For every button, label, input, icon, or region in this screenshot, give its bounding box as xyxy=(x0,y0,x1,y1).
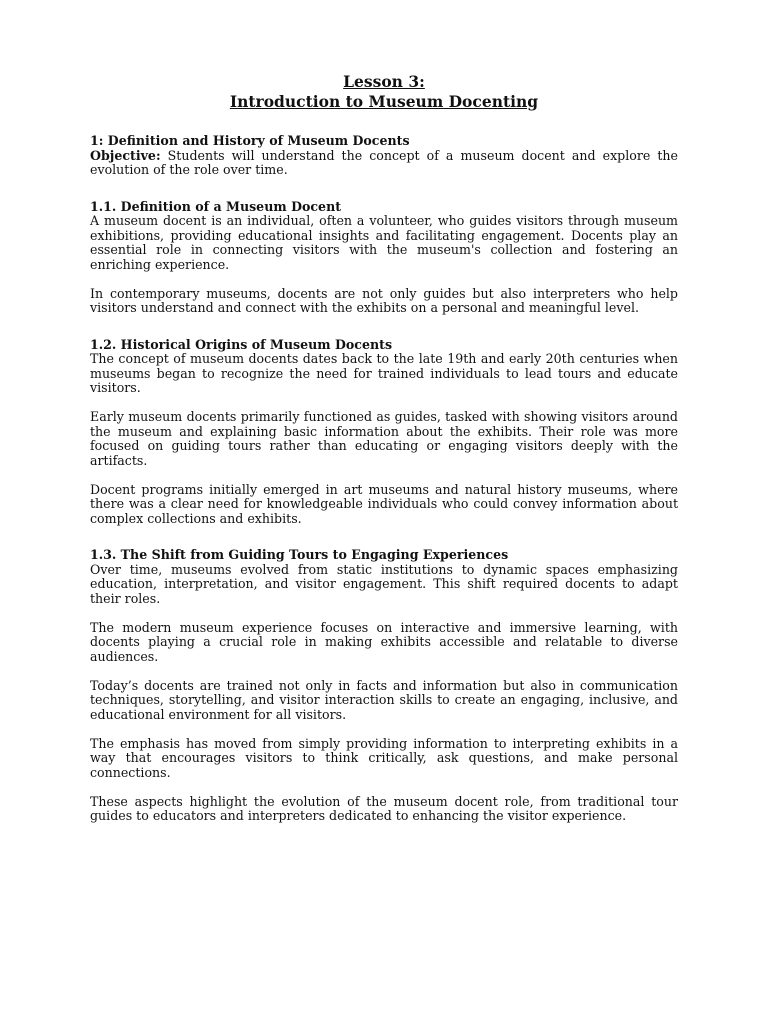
paragraph: The modern museum experience focuses on interactive and immersive learning, with docents playing a crucial role in making exhibits accessible and relatable to diverse audiences. xyxy=(90,619,678,664)
paragraph: These aspects highlight the evolution of the museum docent role, from traditional tour guides to educators and interpreters dedicated to enhancing the visitor experience. xyxy=(90,793,678,823)
section-heading: 1.2. Historical Origins of Museum Docents xyxy=(90,336,393,352)
section-1 xyxy=(90,134,678,178)
paragraph: In contemporary museums, docents are not only guides but also interpreters who help visitors understand and connect with the exhibits on a personal and meaningful level. xyxy=(90,285,678,315)
objective-paragraph xyxy=(90,149,678,178)
section-1-1 xyxy=(90,200,678,316)
paragraph: Today’s docents are trained not only in facts and information but also in communication techniques, storytelling, and visitor interaction skills to create an engaging, inclusive, and educational environment for all visitors. xyxy=(90,677,678,722)
paragraph: The concept of museum docents dates back to the late 19th and early 20th centuries when museums began to recognize the need for trained individuals to lead tours and educate visitors. xyxy=(90,351,678,395)
paragraph: A museum docent is an individual, often a volunteer, who guides visitors through museum exhibitions, providing educational insights and facilitating engagement. Docents play an essential role in connecting visitors with the museum's collection and fostering an enriching experience. xyxy=(90,213,678,272)
objective-label: Objective: xyxy=(90,147,161,163)
title-block xyxy=(90,72,678,112)
paragraph: The emphasis has moved from simply providing information to interpreting exhibits in a way that encourages visitors to think critically, ask questions, and make personal connections. xyxy=(90,735,678,780)
page-title: Introduction to Museum Docenting xyxy=(229,92,539,111)
lesson-number: Lesson 3: xyxy=(343,72,425,91)
paragraph: Docent programs initially emerged in art museums and natural history museums, where there was a clear need for knowledgeable individuals who could convey information about complex collections and exhibits. xyxy=(90,481,678,526)
section-heading: 1.3. The Shift from Guiding Tours to Engaging Experiences xyxy=(90,547,509,562)
section-heading: 1: Definition and History of Museum Docents xyxy=(90,133,410,148)
section-heading: 1.1. Definition of a Museum Docent xyxy=(90,198,342,214)
objective-text: Students will understand the concept of a museum docent and explore the evolution of the role over time. xyxy=(90,147,678,177)
section-1-3 xyxy=(90,548,678,824)
paragraph: Over time, museums evolved from static institutions to dynamic spaces emphasizing education, interpretation, and visitor engagement. This shift required docents to adapt their roles. xyxy=(90,561,678,606)
document-page xyxy=(90,72,678,824)
paragraph: Early museum docents primarily functioned as guides, tasked with showing visitors around the museum and explaining basic information about the exhibits. Their role was more focused on guiding tours rather than educating or engaging visitors deeply with the artifacts. xyxy=(90,409,678,468)
section-1-2 xyxy=(90,338,678,527)
